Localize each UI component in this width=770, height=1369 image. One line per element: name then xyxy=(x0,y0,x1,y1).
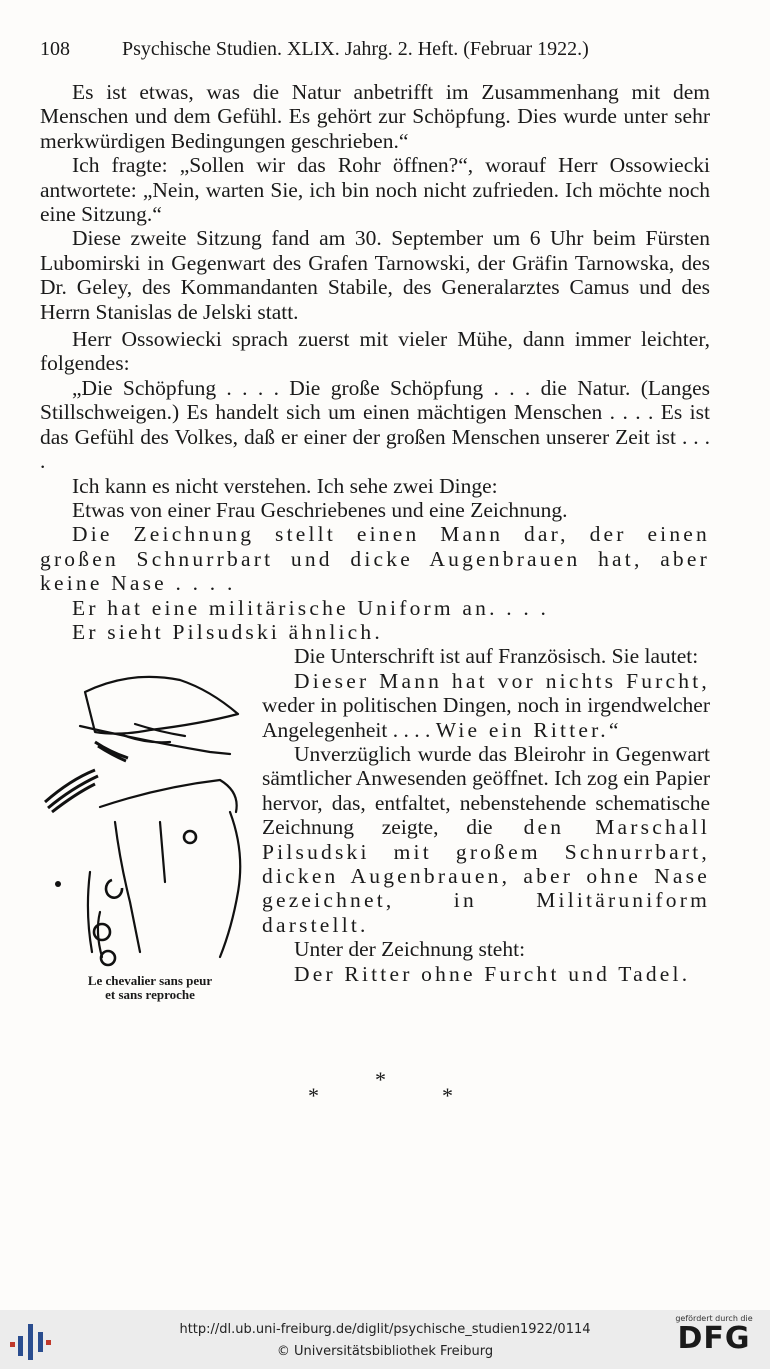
paragraph-spaced: Er hat eine militärische Uniform an. . . . xyxy=(72,595,550,620)
star: * xyxy=(375,1067,386,1093)
paragraph: Herr Ossowiecki sprach zuerst mit vieler Mühe, dann immer leichter, folgendes: xyxy=(40,327,710,376)
star: * xyxy=(308,1083,319,1109)
paragraph xyxy=(262,669,710,742)
spaced-text: Dieser Mann hat vor nichts Furcht, xyxy=(294,668,710,693)
paragraph: Etwas von einer Frau Geschriebenes und eine Zeichnung. xyxy=(72,497,568,522)
caption-line: et sans reproche xyxy=(105,987,195,1003)
figure-wrap xyxy=(40,644,710,1074)
text: weder in politischen Dingen, noch in irgendwelcher Angelegenheit . . . . xyxy=(262,693,710,742)
dfg-wordmark: DFG xyxy=(677,1321,751,1356)
paragraph: Ich fragte: „Sollen wir das Rohr öffnen?“, worauf Herr Ossowiecki antwortete: „Nein, warten Sie, ich bin noch nicht zufrieden. Ich möchte noch eine Sitzung.“ xyxy=(40,153,710,227)
paragraph: Die Unterschrift ist auf Französisch. Sie lautet: xyxy=(294,644,699,669)
figure-side-column xyxy=(262,644,710,1074)
figure-caption xyxy=(40,974,260,1002)
paragraph-spaced: Die Zeichnung stellt einen Mann dar, der einen großen Schnurrbart und dicke Augenbrauen hat, aber keine Nase . . . . xyxy=(40,522,710,596)
paragraph-spaced: Der Ritter ohne Furcht und Tadel. xyxy=(294,961,691,986)
star: * xyxy=(442,1083,453,1109)
paragraph-spaced: Er sieht Pilsudski ähnlich. xyxy=(72,619,383,644)
text: Unverzüglich wurde das Bleirohr in Gegenwart sämtlicher Anwesenden geöffnet. Ich zog ein Papier hervor, das, entfaltet, nebenstehende schematische Zeichnung zeigte, die xyxy=(262,741,710,840)
paragraph: Unter der Zeichnung steht: xyxy=(294,937,526,962)
spaced-text: Wie ein Ritter.“ xyxy=(435,717,622,742)
source-url-link[interactable]: http://dl.ub.uni-freiburg.de/diglit/psychische_studien1922/0114 xyxy=(179,1322,591,1337)
spaced-text: den Marschall Pilsudski mit großem Schnurrbart, dicken Augenbrauen, aber ohne Nase gezeichnet, in Militäruniform darstellt. xyxy=(262,815,710,937)
dfg-logo xyxy=(668,1314,760,1355)
running-title: Psychische Studien. XLIX. Jahrg. 2. Heft. (Februar 1922.) xyxy=(122,38,589,60)
sketch-drawing xyxy=(40,662,250,972)
paragraph: Es ist etwas, was die Natur anbetrifft im Zusammenhang mit dem Menschen und dem Gefühl. Es gehört zur Schöpfung. Dies wurde unter sehr merkwürdigen Bedingungen geschrieben.“ xyxy=(40,80,710,153)
caption-line: Le chevalier sans peur xyxy=(87,973,213,989)
paragraph: Ich kann es nicht verstehen. Ich sehe zwei Dinge: xyxy=(72,473,498,498)
copyright-text: © Universitätsbibliothek Freiburg xyxy=(276,1344,494,1359)
page-body xyxy=(40,80,710,1128)
page-number: 108 xyxy=(40,38,70,60)
dfg-tagline: gefördert durch die xyxy=(675,1314,753,1323)
section-stars xyxy=(160,1067,460,1128)
viewer-footer xyxy=(0,1310,770,1369)
paragraph xyxy=(262,742,710,937)
paragraph: Diese zweite Sitzung fand am 30. September um 6 Uhr beim Fürsten Lubomirski in Gegenwart des Grafen Tarnowski, der Gräfin Tarnowska, des Dr. Geley, des Kommandanten Stabile, des Generalarztes Camus und des Herrn Stanislas de Jelski statt. xyxy=(40,226,710,324)
paragraph: „Die Schöpfung . . . . Die große Schöpfung . . . die Natur. (Langes Stillschweigen.) Es handelt sich um einen mächtigen Menschen . . . . Es ist das Gefühl des Volkes, daß er einer der großen Menschen unserer Zeit ist . . . . xyxy=(40,375,710,474)
figure xyxy=(40,644,262,1074)
